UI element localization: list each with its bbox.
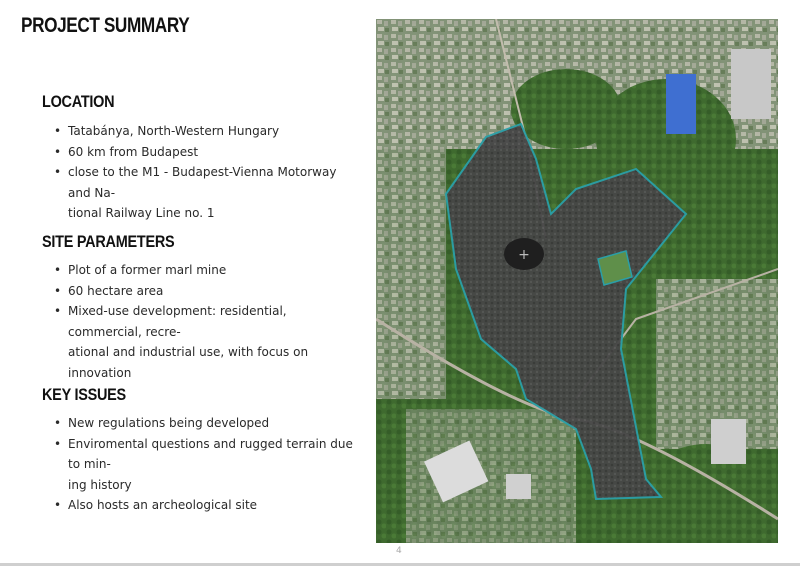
location-list [52,121,362,224]
list-item: • Mixed-use development: residential, commercial, recre- [52,301,362,342]
site-parameters-heading: SITE PARAMETERS [42,232,175,251]
aerial-site-map [376,19,778,543]
list-item: • 60 hectare area [52,281,362,302]
list-item: • 60 km from Budapest [52,142,362,163]
list-item-continuation: ational and industrial use, with focus on innovation [68,345,309,380]
footer-divider [0,563,800,566]
list-item: • close to the M1 - Budapest-Vienna Motorway and Na- [52,162,362,203]
svg-text:+: + [518,247,530,263]
page-title: PROJECT SUMMARY [21,14,190,37]
location-heading: LOCATION [42,92,115,111]
site-parameters-list [52,260,362,383]
list-item: • Enviromental questions and rugged terrain due to min- [52,434,362,475]
list-item: • Plot of a former marl mine [52,260,362,281]
list-item-continuation: tional Railway Line no. 1 [68,206,215,220]
list-item-continuation: ing history [68,477,132,492]
list-item: • Tatabánya, North-Western Hungary [52,121,362,142]
key-issues-list [52,413,362,516]
list-item: • Also hosts an archeological site [52,495,362,516]
page-number: 4 [396,546,402,556]
list-item: • New regulations being developed [52,413,362,434]
key-issues-heading: KEY ISSUES [42,385,126,404]
